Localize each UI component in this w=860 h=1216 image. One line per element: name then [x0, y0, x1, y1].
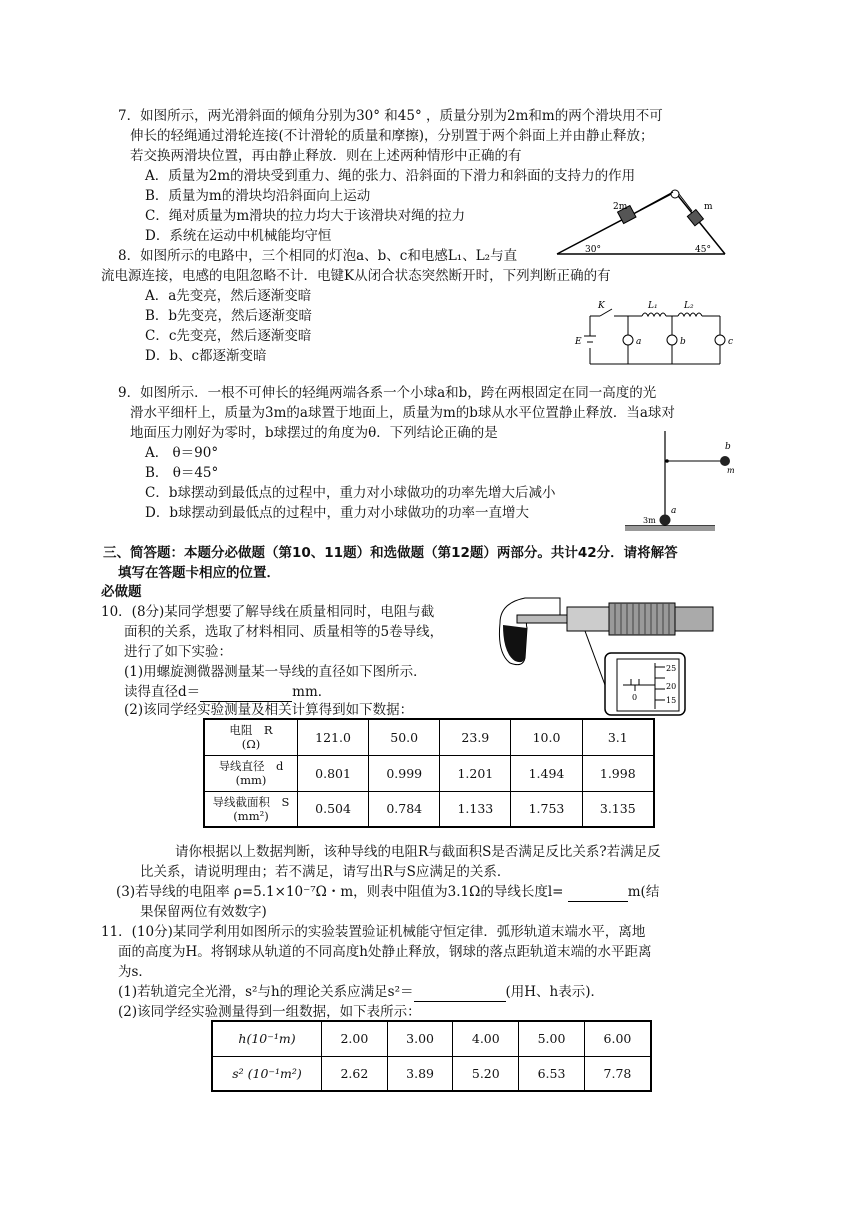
q8-bulb-a-label: a [636, 337, 642, 347]
q10-data-table [203, 718, 655, 828]
q10-length-blank[interactable] [568, 883, 628, 902]
q10-stem-line2: 面积的关系，选取了材料相同、质量相等的5卷导线， [124, 624, 444, 640]
q9-mass-3m-label: 3m [643, 516, 656, 525]
table-cell: 10.0 [511, 719, 582, 755]
table-header-cell: 导线截面积 S (mm²) [204, 791, 298, 827]
table-cell: 6.00 [584, 1021, 651, 1056]
q9-stem-line3: 地面压力刚好为零时，b球摆过的角度为θ．下列结论正确的是 [130, 425, 498, 441]
section3-heading-line1: 三、简答题：本题分必做题（第10、11题）和选做题（第12题）两部分。共计42分．请将解答 [103, 545, 678, 561]
table-cell: 2.62 [322, 1056, 388, 1091]
q10-stem-line3: 进行了如下实验： [124, 644, 232, 660]
q8-inductor1-label: L₁ [648, 301, 658, 311]
q7-option-b: B．质量为m的滑块均沿斜面向上运动 [145, 188, 371, 204]
q9-option-d: D．b球摆动到最低点的过程中，重力对小球做功的功率一直增大 [145, 505, 529, 521]
q8-switch-label: K [598, 301, 605, 311]
table-cell: 50.0 [369, 719, 440, 755]
q9-ball-a-label: a [671, 506, 677, 516]
q8-source-label: E [575, 337, 582, 347]
q11-relation-blank[interactable] [414, 983, 506, 1002]
q10-after-line2: 比关系，请说明理由；若不满足，请写出R与S应满足的关系． [140, 864, 511, 880]
q10-scale-15: 15 [666, 696, 677, 705]
table-cell: 7.78 [584, 1056, 651, 1091]
section3-heading-line2: 填写在答题卡相应的位置． [118, 565, 280, 581]
table-cell: 1.133 [440, 791, 511, 827]
q8-option-b: B．b先变亮，然后逐渐变暗 [145, 308, 313, 324]
table-header-cell: 导线直径 d (mm) [204, 755, 298, 791]
q9-option-a: A． θ＝90° [145, 445, 219, 461]
q7-stem-line3: 若交换两滑块位置，再由静止释放．则在上述两种情形中正确的有 [130, 148, 522, 164]
table-row [204, 755, 654, 791]
q10-micrometer-figure [485, 583, 720, 718]
q7-angle-30-label: 30° [585, 245, 601, 255]
table-cell: 0.801 [298, 755, 369, 791]
q11-data-table [211, 1020, 652, 1092]
table-cell: 1.494 [511, 755, 582, 791]
q8-option-a: A．a先变亮，然后逐渐变暗 [145, 288, 312, 304]
q8-inductor2-label: L₂ [684, 301, 694, 311]
table-header-cell: h(10⁻¹m) [212, 1021, 322, 1056]
table-cell: 121.0 [298, 719, 369, 755]
q9-ball-b-label: b [725, 442, 731, 452]
table-cell: 3.135 [582, 791, 654, 827]
q7-stem-line2: 伸长的轻绳通过滑轮连接(不计滑轮的质量和摩擦)，分别置于两个斜面上并由静止释放； [130, 128, 654, 144]
table-cell: 2.00 [322, 1021, 388, 1056]
q7-option-a: A．质量为2m的滑块受到重力、绳的张力、沿斜面的下滑力和斜面的支持力的作用 [145, 168, 636, 184]
table-row [212, 1021, 651, 1056]
q9-stem-line2: 滑水平细杆上，质量为3m的a球置于地面上，质量为m的b球从水平位置静止释放．当a球对 [130, 405, 675, 421]
q7-stem-line1: 7．如图所示，两光滑斜面的倾角分别为30° 和45° ，质量分别为2m和m的两个滑块用不可 [118, 108, 663, 124]
q10-part2: (2)该同学经实验测量及相关计算得到如下数据： [124, 702, 414, 718]
table-cell: 5.00 [519, 1021, 585, 1056]
table-cell: 5.20 [453, 1056, 519, 1091]
q8-bulb-c-label: c [728, 337, 734, 347]
q10-stem-line1: 10．(8分)某同学想要了解导线在质量相同时，电阻与截 [101, 604, 435, 620]
required-label: 必做题 [101, 584, 142, 600]
table-cell: 3.1 [582, 719, 654, 755]
q8-stem-line1: 8．如图所示的电路中，三个相同的灯泡a、b、c和电感L₁、L₂与直 [118, 248, 518, 264]
table-cell: 23.9 [440, 719, 511, 755]
q10-part3-line2: 果保留两位有效数字) [140, 904, 267, 920]
q9-option-b: B． θ＝45° [145, 465, 219, 481]
q10-scale-25: 25 [666, 664, 677, 673]
table-row [212, 1056, 651, 1091]
q7-incline-figure [555, 188, 730, 260]
q10-part3-prefix: (3)若导线的电阻率 ρ=5.1×10⁻⁷Ω・m，则表中阻值为3.1Ω的导线长度l= [116, 884, 568, 900]
q11-part1-line [118, 983, 604, 1002]
table-header-cell: s² (10⁻¹m²) [212, 1056, 322, 1091]
table-row [204, 791, 654, 827]
table-cell: 3.00 [387, 1021, 453, 1056]
q10-part1-answer-line [124, 683, 331, 702]
q8-option-d: D．b、c都逐渐变暗 [145, 348, 267, 364]
q10-scale-20: 20 [666, 682, 677, 691]
q8-circuit-figure [572, 296, 747, 371]
q7-mass-m-label: m [704, 202, 713, 212]
q11-stem-line1: 11．(10分)某同学利用如图所示的实验装置验证机械能守恒定律．弧形轨道末端水平，离地 [101, 924, 646, 940]
q8-bulb-b-label: b [680, 337, 686, 347]
q9-option-c: C．b球摆动到最低点的过程中，重力对小球做功的功率先增大后减小 [145, 485, 556, 501]
q7-option-d: D．系统在运动中机械能均守恒 [145, 228, 332, 244]
q9-stem-line1: 9．如图所示．一根不可伸长的轻绳两端各系一个小球a和b，跨在两根固定在同一高度的光 [118, 385, 657, 401]
table-cell: 0.504 [298, 791, 369, 827]
table-header-cell: 电阻 R (Ω) [204, 719, 298, 755]
table-cell: 1.998 [582, 755, 654, 791]
q7-option-c: C．绳对质量为m滑块的拉力均大于该滑块对绳的拉力 [145, 208, 466, 224]
q11-part1-suffix: (用H、h表示)． [505, 984, 605, 1000]
q10-part1-unit: mm． [292, 684, 332, 700]
q8-stem-line2: 流电源连接，电感的电阻忽略不计．电键K从闭合状态突然断开时，下列判断正确的有 [101, 268, 611, 284]
q7-mass-2m-label: 2m [613, 202, 628, 212]
q10-after-line1: 请你根据以上数据判断，该种导线的电阻R与截面积S是否满足反比关系?若满足反 [175, 844, 661, 860]
table-cell: 0.784 [369, 791, 440, 827]
table-cell: 3.89 [387, 1056, 453, 1091]
q10-diameter-blank[interactable] [200, 683, 292, 702]
q10-part3-unit: m(结 [627, 884, 660, 900]
q9-pendulum-figure [615, 425, 735, 535]
q11-stem-line3: 为s． [118, 964, 152, 980]
q10-part3-line1 [116, 883, 659, 902]
q9-mass-m-label: m [727, 466, 735, 475]
q11-part2: (2)该同学经实验测量得到一组数据，如下表所示： [118, 1004, 421, 1020]
table-cell: 1.753 [511, 791, 582, 827]
q7-angle-45-label: 45° [695, 245, 711, 255]
table-cell: 1.201 [440, 755, 511, 791]
table-cell: 0.999 [369, 755, 440, 791]
q10-part1: (1)用螺旋测微器测量某一导线的直径如下图所示． [124, 664, 427, 680]
q11-part1-prefix: (1)若轨道完全光滑，s²与h的理论关系应满足s²＝ [118, 984, 414, 1000]
q10-part1-prefix: 读得直径d＝ [124, 684, 201, 700]
q10-scale-0: 0 [632, 693, 638, 702]
table-cell: 4.00 [453, 1021, 519, 1056]
table-row [204, 719, 654, 755]
q8-option-c: C．c先变亮，然后逐渐变暗 [145, 328, 312, 344]
q11-stem-line2: 面的高度为H。将钢球从轨道的不同高度h处静止释放，钢球的落点距轨道末端的水平距离 [118, 944, 652, 960]
table-cell: 6.53 [519, 1056, 585, 1091]
